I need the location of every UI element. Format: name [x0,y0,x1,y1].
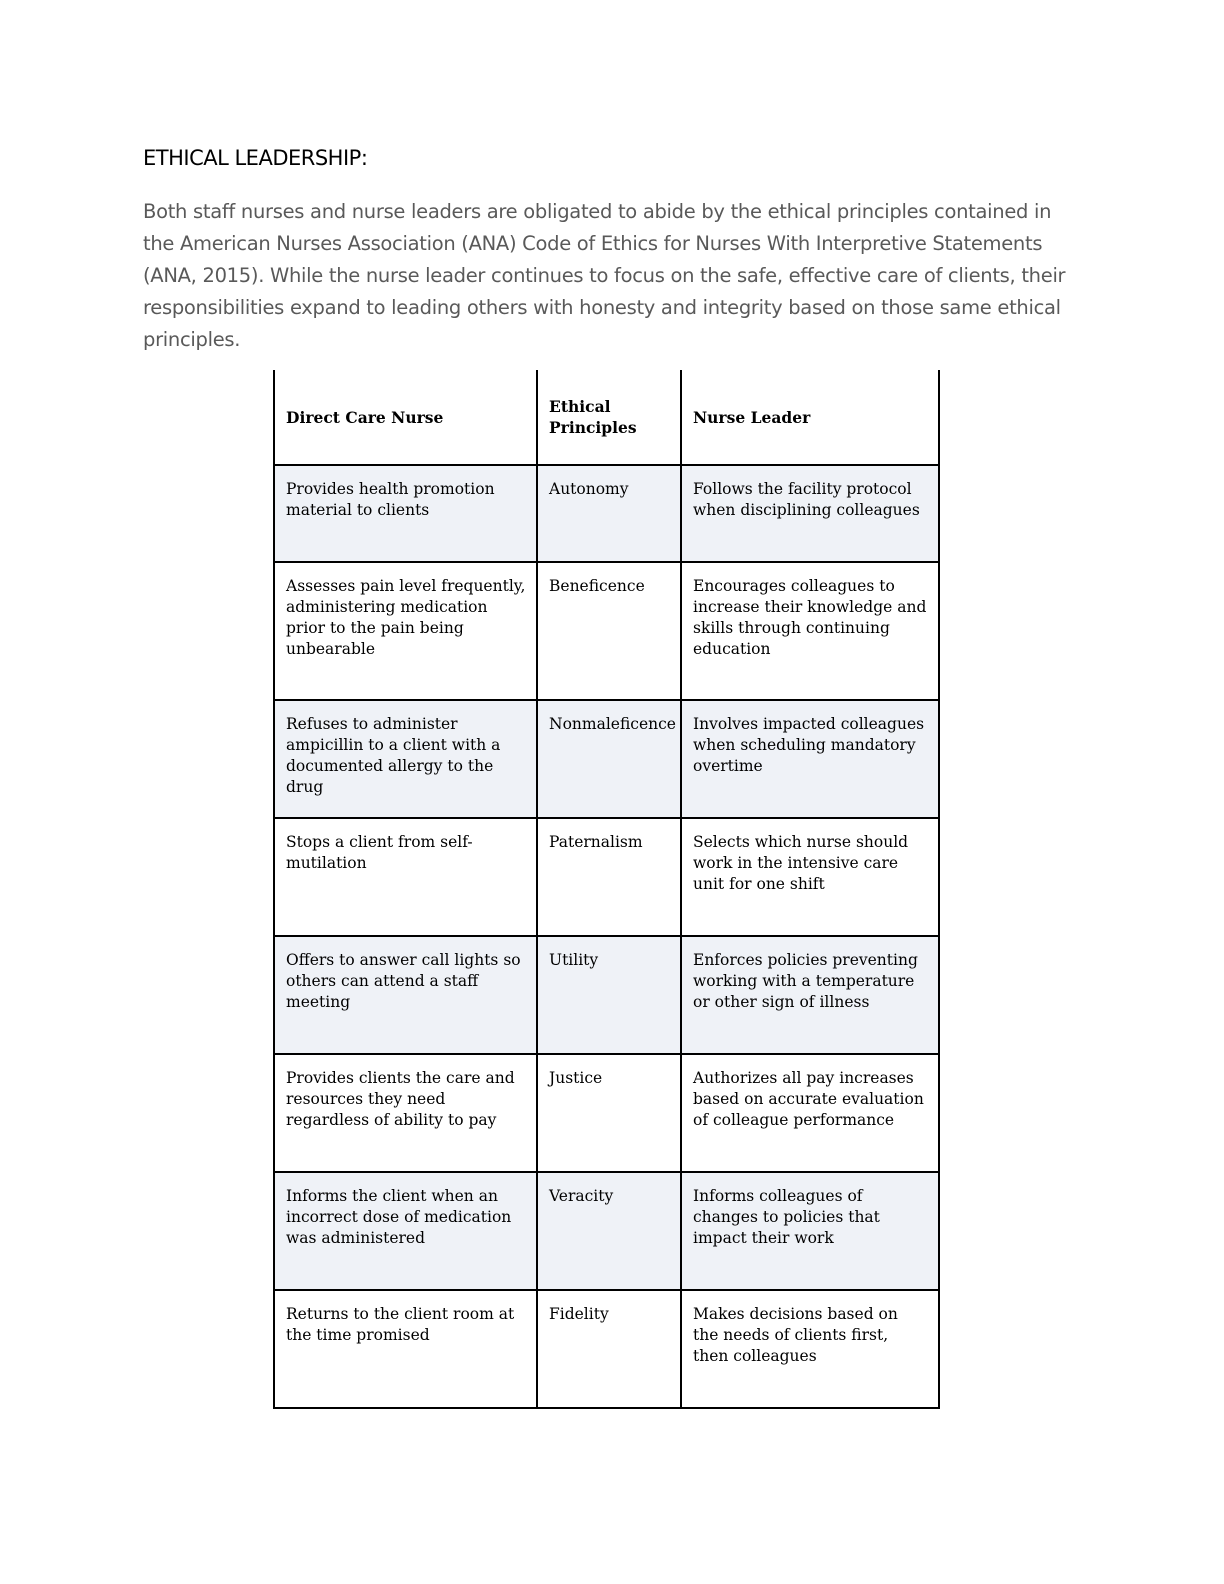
leader-cell: Selects which nurse should work in the intensive care unit for one shift [681,818,939,936]
leader-cell: Enforces policies preventing working with a temperature or other sign of illness [681,936,939,1054]
direct-care-cell: Provides clients the care and resources they need regardless of ability to pay [274,1054,537,1172]
principle-cell: Beneficence [537,562,681,700]
principle-cell: Utility [537,936,681,1054]
direct-care-cell: Offers to answer call lights so others can attend a staff meeting [274,936,537,1054]
header-ethical-principles: Ethical Principles [537,370,681,465]
direct-care-cell: Stops a client from self-mutilation [274,818,537,936]
table-row [274,700,939,818]
table-header-row [274,370,939,465]
direct-care-cell: Returns to the client room at the time promised [274,1290,537,1408]
leader-cell: Follows the facility protocol when disciplining colleagues [681,465,939,562]
direct-care-cell: Refuses to administer ampicillin to a client with a documented allergy to the drug [274,700,537,818]
principle-cell: Paternalism [537,818,681,936]
table-row [274,818,939,936]
header-nurse-leader: Nurse Leader [681,370,939,465]
leader-cell: Involves impacted colleagues when scheduling mandatory overtime [681,700,939,818]
principle-cell: Fidelity [537,1290,681,1408]
direct-care-cell: Assesses pain level frequently, administering medication prior to the pain being unbearable [274,562,537,700]
header-direct-care-nurse: Direct Care Nurse [274,370,537,465]
leader-cell: Encourages colleagues to increase their knowledge and skills through continuing education [681,562,939,700]
principle-cell: Nonmaleficence [537,700,681,818]
table-row [274,1290,939,1408]
page-heading: ETHICAL LEADERSHIP: [143,146,368,170]
leader-cell: Makes decisions based on the needs of clients first, then colleagues [681,1290,939,1408]
table-row [274,1054,939,1172]
direct-care-cell: Provides health promotion material to clients [274,465,537,562]
table-row [274,1172,939,1290]
ethics-table [273,370,940,1409]
leader-cell: Informs colleagues of changes to policies that impact their work [681,1172,939,1290]
principle-cell: Veracity [537,1172,681,1290]
principle-cell: Autonomy [537,465,681,562]
principle-cell: Justice [537,1054,681,1172]
direct-care-cell: Informs the client when an incorrect dose of medication was administered [274,1172,537,1290]
table-row [274,936,939,1054]
table-row [274,465,939,562]
table-row [274,562,939,700]
leader-cell: Authorizes all pay increases based on accurate evaluation of colleague performance [681,1054,939,1172]
intro-paragraph: Both staff nurses and nurse leaders are obligated to abide by the ethical principles contained in the American Nurses Association (ANA) Code of Ethics for Nurses With Interpretive Statements (ANA, 2015). While the nurse leader continues to focus on the safe, effective care of clients, their responsibilities expand to leading others with honesty and integrity based on those same ethical principles. [143,200,1066,351]
